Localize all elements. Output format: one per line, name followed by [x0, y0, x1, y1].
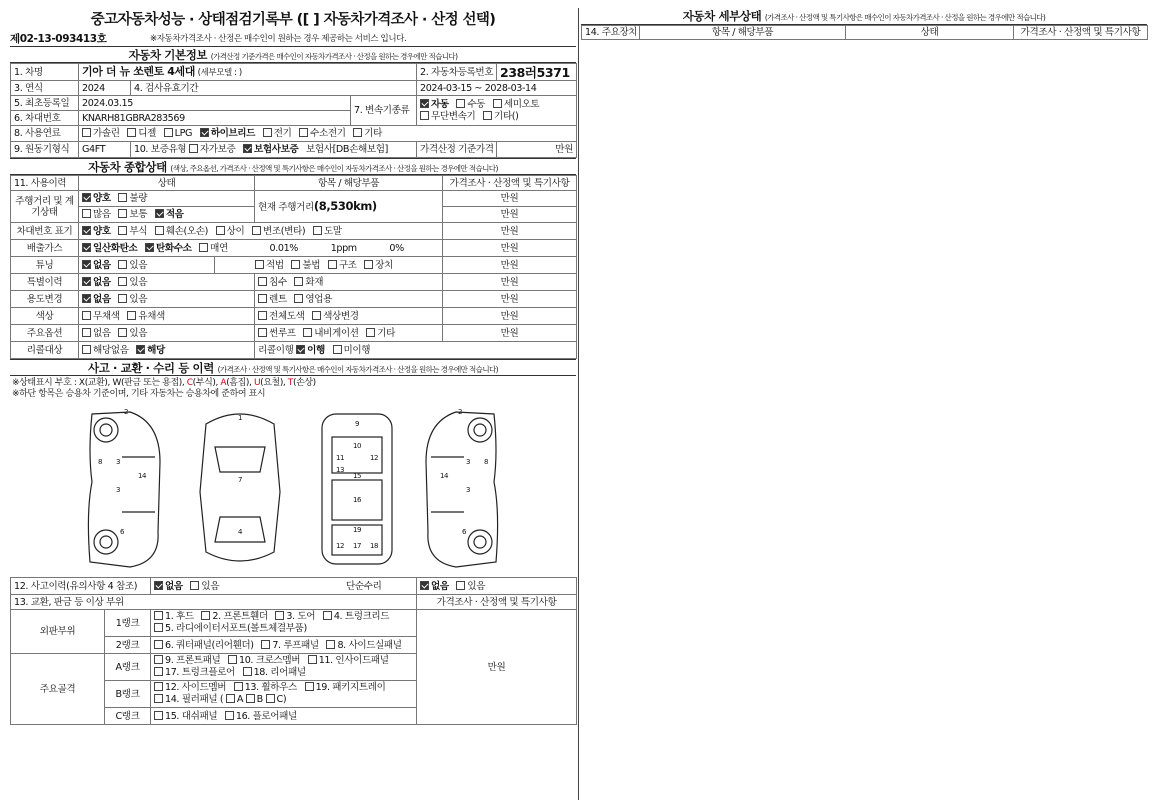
checkbox[interactable]: [333, 345, 342, 354]
diagram-number: 14: [439, 472, 449, 480]
checkbox[interactable]: [154, 682, 163, 691]
checkbox[interactable]: [353, 128, 362, 137]
diagram-number: 7: [237, 476, 243, 484]
price-cell: 만원: [443, 291, 577, 308]
checkbox[interactable]: [82, 128, 91, 137]
checkbox[interactable]: [258, 328, 267, 337]
diagram-number: 15: [352, 472, 362, 480]
checkbox-checked[interactable]: [296, 345, 305, 354]
price-basis-label: 가격산정 기준가격: [417, 142, 497, 158]
basic-info-section-title: 자동차 기본정보 (가격산정 기준가격은 매수인이 자동차가격조사 · 산정을 원하는 경우에만 적습니다): [10, 46, 576, 63]
detail-header-state: 상태: [846, 26, 1014, 40]
price-cell: 만원: [443, 223, 577, 240]
checkbox-checked[interactable]: [243, 144, 252, 153]
rankC-label: C랭크: [105, 708, 151, 725]
checkbox[interactable]: [118, 260, 127, 269]
diagram-number: 6: [119, 528, 125, 536]
document-number: 제02-13-093413호: [10, 33, 107, 45]
checkbox[interactable]: [263, 128, 272, 137]
checkbox[interactable]: [483, 111, 492, 120]
document-title: 중고자동차성능 · 상태점검기록부 ([ ] 자동차가격조사 · 산정 선택): [90, 12, 496, 28]
usage-change-label: 용도변경: [11, 291, 79, 308]
checkbox[interactable]: [154, 711, 163, 720]
options-label: 주요옵션: [11, 325, 79, 342]
diagram-number: 13: [335, 466, 345, 474]
checkbox[interactable]: [294, 277, 303, 286]
summary-table: [10, 175, 577, 359]
checkbox[interactable]: [364, 260, 373, 269]
checkbox-checked[interactable]: [82, 243, 91, 252]
diagram-number: 1: [237, 414, 243, 422]
recall-state: 해당없음 해당: [79, 342, 255, 359]
price-cell: 만원: [443, 240, 577, 257]
inspect-label: 4. 검사유효기간: [131, 81, 417, 96]
checkbox-checked[interactable]: [200, 128, 209, 137]
vin-label: 6. 차대번호: [11, 111, 79, 126]
checkbox[interactable]: [258, 277, 267, 286]
recall-label: 리콜대상: [11, 342, 79, 359]
checkbox[interactable]: [228, 655, 237, 664]
checkbox[interactable]: [118, 294, 127, 303]
checkbox[interactable]: [118, 193, 127, 202]
simple-repair-state: 없음 있음: [417, 578, 577, 595]
motor-value: G4FT: [79, 142, 131, 158]
checkbox[interactable]: [127, 128, 136, 137]
fuel-label: 8. 사용연료: [11, 126, 79, 142]
checkbox[interactable]: [216, 226, 225, 235]
car-name-cell: 기아 더 뉴 쏘렌토 4세대 (세부모델 : ): [79, 64, 417, 81]
detail-section-title: 자동차 세부상태 (가격조사 · 산정액 및 특기사항은 매수인이 자동차가격조사 · 산정을 원하는 경우에만 적습니다): [581, 8, 1147, 25]
document-subheader: [10, 32, 576, 46]
checkbox[interactable]: [326, 640, 335, 649]
accident-table: [10, 577, 577, 725]
year-label: 3. 연식: [11, 81, 79, 96]
checkbox[interactable]: [243, 667, 252, 676]
rank1-parts: 1. 후드 2. 프론트휀더 3. 도어 4. 트렁크리드 5. 라디에이터서포트(볼트체결부품): [151, 610, 417, 637]
checkbox[interactable]: [303, 328, 312, 337]
diagram-number: 10: [352, 442, 362, 450]
checkbox[interactable]: [420, 111, 429, 120]
diagram-number: 12: [335, 542, 345, 550]
diagram-number: 3: [115, 458, 121, 466]
checkbox[interactable]: [82, 328, 91, 337]
accident-history-label: 12. 사고이력(유의사항 4 참조): [11, 578, 151, 595]
checkbox[interactable]: [226, 694, 235, 703]
emission-smoke-value: 0%: [389, 242, 404, 254]
simple-repair-label: 단순수리: [346, 580, 382, 592]
checkbox[interactable]: [323, 611, 332, 620]
accident-history-state: 없음 있음 단순수리: [151, 578, 417, 595]
diagram-number: 8: [97, 458, 103, 466]
checkbox[interactable]: [82, 345, 91, 354]
rank2-label: 2랭크: [105, 637, 151, 654]
usage-change-state: 없음 있음: [79, 291, 255, 308]
right-column: [581, 8, 1147, 800]
checkbox[interactable]: [82, 311, 91, 320]
emission-label: 배출가스: [11, 240, 79, 257]
tuning-parts: 적법 불법 구조 장치: [215, 257, 443, 274]
checkbox[interactable]: [118, 277, 127, 286]
price-cell: 만원: [443, 257, 577, 274]
reg-no-label: 2. 자동차등록번호: [417, 64, 497, 81]
color-label: 색상: [11, 308, 79, 325]
summary-header-item: 11. 사용이력: [11, 176, 79, 191]
diagram-number: 3: [115, 486, 121, 494]
checkbox[interactable]: [154, 655, 163, 664]
detail-table: [581, 25, 1148, 40]
color-parts: 전체도색 색상변경: [255, 308, 443, 325]
status-code-legend: ※상태표시 부호 : X(교환), W(판금 또는 용접), C(부식), A(흠집), U(요철), T(손상) ※하단 항목은 승용차 기준이며, 기타 자동차는 승용차에 준하여 표시: [12, 378, 316, 399]
diagram-number: 16: [352, 496, 362, 504]
checkbox[interactable]: [246, 694, 255, 703]
price-cell: 만원: [443, 274, 577, 291]
checkbox[interactable]: [308, 655, 317, 664]
diagram-number: 6: [461, 528, 467, 536]
main-frame-label: 주요골격: [11, 654, 105, 725]
checkbox[interactable]: [189, 144, 198, 153]
car-diagram-svg: [10, 402, 576, 577]
checkbox[interactable]: [154, 611, 163, 620]
odometer-part: 현재 주행거리(8,530km): [255, 191, 443, 223]
vin-mark-label: 차대번호 표기: [11, 223, 79, 240]
vin-value: KNARH81GBRA283569: [79, 111, 351, 126]
emission-co-value: 0.01%: [269, 242, 299, 254]
checkbox-checked[interactable]: [82, 260, 91, 269]
usage-change-parts: 렌트 영업용: [255, 291, 443, 308]
year-value: 2024: [79, 81, 131, 96]
checkbox[interactable]: [456, 581, 465, 590]
diagram-number: 19: [352, 526, 362, 534]
diagram-number: 12: [369, 454, 379, 462]
checkbox-checked[interactable]: [82, 226, 91, 235]
checkbox-checked[interactable]: [154, 581, 163, 590]
checkbox[interactable]: [127, 311, 136, 320]
price-cell: 만원: [443, 191, 577, 207]
column-divider: [578, 8, 579, 800]
reg-no-value: 238러5371: [497, 64, 577, 81]
rank2-parts: 6. 쿼터패널(리어휀더) 7. 루프패널 8. 사이드실패널: [151, 637, 417, 654]
special-history-label: 특별이력: [11, 274, 79, 291]
recall-parts: 리콜이행 이행 미이행: [255, 342, 577, 359]
diagram-number: 4: [237, 528, 243, 536]
rankB-parts: 12. 사이드멤버 13. 휠하우스 19. 패키지트레이 14. 필러패널 ( A B C): [151, 681, 417, 708]
checkbox[interactable]: [328, 260, 337, 269]
color-state: 무채색 유채색: [79, 308, 255, 325]
checkbox[interactable]: [201, 611, 210, 620]
checkbox[interactable]: [225, 711, 234, 720]
checkbox-checked[interactable]: [82, 294, 91, 303]
summary-header-part: 항목 / 해당부품: [255, 176, 443, 191]
service-notice: ※자동차가격조사 · 산정은 매수인이 원하는 경우 제공하는 서비스 입니다.: [150, 34, 407, 44]
summary-header-price: 가격조사 · 산정액 및 특기사항: [443, 176, 577, 191]
checkbox[interactable]: [313, 226, 322, 235]
car-name-label: 1. 차명: [11, 64, 79, 81]
checkbox-checked[interactable]: [420, 99, 429, 108]
diagram-number: 14: [137, 472, 147, 480]
odometer-state-a: 양호 불량: [79, 191, 255, 207]
rankA-parts: 9. 프론트패널 10. 크로스멤버 11. 인사이드패널 17. 트렁크플로어 18. 리어패널: [151, 654, 417, 681]
diagram-number: 3: [465, 458, 471, 466]
checkbox[interactable]: [155, 226, 164, 235]
options-state: 없음 있음: [79, 325, 255, 342]
basic-info-table: [10, 63, 577, 158]
checkbox[interactable]: [275, 611, 284, 620]
checkbox[interactable]: [118, 226, 127, 235]
inspect-period: 2024-03-15 ~ 2028-03-14: [417, 81, 577, 96]
outer-panel-label: 외판부위: [11, 610, 105, 654]
checkbox[interactable]: [234, 682, 243, 691]
parts-price-header: 가격조사 · 산정액 및 특기사항: [417, 595, 577, 610]
options-parts: 썬루프 내비게이션 기타: [255, 325, 443, 342]
checkbox[interactable]: [261, 640, 270, 649]
motor-label: 9. 원동기형식: [11, 142, 79, 158]
emission-hc-value: 1ppm: [330, 242, 357, 254]
tuning-label: 튜닝: [11, 257, 79, 274]
rank1-label: 1랭크: [105, 610, 151, 637]
warranty-options: 10. 보증유형 자가보증 보험사보증 보험사[DB손해보험]: [131, 142, 417, 158]
checkbox[interactable]: [299, 128, 308, 137]
checkbox[interactable]: [199, 243, 208, 252]
fuel-options: 가솔린 디젤 LPG 하이브리드 전기 수소전기 기타: [79, 126, 577, 142]
emission-state: 일산화탄소 탄화수소 매연 0.01% 1ppm 0%: [79, 240, 443, 257]
tuning-state: 없음 있음: [79, 257, 215, 274]
diagram-number: 3: [465, 486, 471, 494]
checkbox-checked[interactable]: [82, 277, 91, 286]
checkbox[interactable]: [154, 694, 163, 703]
checkbox[interactable]: [305, 682, 314, 691]
special-history-state: 없음 있음: [79, 274, 255, 291]
checkbox[interactable]: [118, 209, 127, 218]
diagram-number: 17: [352, 542, 362, 550]
diagram-number: 8: [483, 458, 489, 466]
trans-label: 7. 변속기종류: [351, 96, 417, 126]
rankC-parts: 15. 대쉬패널 16. 플로어패널: [151, 708, 417, 725]
checkbox[interactable]: [312, 311, 321, 320]
checkbox[interactable]: [366, 328, 375, 337]
rankB-label: B랭크: [105, 681, 151, 708]
trans-options: 자동 수동 세미오토 무단변속기 기타(): [417, 96, 577, 126]
checkbox[interactable]: [154, 640, 163, 649]
checkbox[interactable]: [493, 99, 502, 108]
checkbox[interactable]: [118, 328, 127, 337]
parts-price-cell: 만원: [417, 610, 577, 725]
checkbox[interactable]: [252, 226, 261, 235]
checkbox[interactable]: [266, 694, 275, 703]
diagram-number: 2: [123, 408, 129, 416]
checkbox[interactable]: [456, 99, 465, 108]
parts-label: 13. 교환, 판금 등 이상 부위: [11, 595, 417, 610]
detail-header-part: 항목 / 해당부품: [640, 26, 846, 40]
checkbox[interactable]: [255, 260, 264, 269]
checkbox-checked[interactable]: [420, 581, 429, 590]
checkbox[interactable]: [291, 260, 300, 269]
odometer-label: 주행거리 및 계기상태: [11, 191, 79, 223]
checkbox-checked[interactable]: [136, 345, 145, 354]
rankA-label: A랭크: [105, 654, 151, 681]
checkbox[interactable]: [154, 667, 163, 676]
odometer-state-b: 많음 보통 적음: [79, 207, 255, 223]
checkbox[interactable]: [164, 128, 173, 137]
checkbox-checked[interactable]: [82, 193, 91, 202]
checkbox[interactable]: [294, 294, 303, 303]
detail-header-price: 가격조사 · 산정액 및 특기사항: [1014, 26, 1148, 40]
car-body-diagram: [10, 402, 576, 577]
price-basis-unit: 만원: [497, 142, 577, 158]
vin-mark-state: 양호 부식 훼손(오손) 상이 변조(변타) 도말: [79, 223, 443, 240]
diagram-number: 9: [354, 420, 360, 428]
left-column: [10, 8, 576, 800]
first-reg-label: 5. 최초등록일: [11, 96, 79, 111]
price-cell: 만원: [443, 207, 577, 223]
checkbox[interactable]: [190, 581, 199, 590]
detail-header-item: 14. 주요장치: [582, 26, 640, 40]
checkbox[interactable]: [258, 311, 267, 320]
diagram-number: 2: [457, 408, 463, 416]
checkbox[interactable]: [154, 623, 163, 632]
checkbox[interactable]: [82, 209, 91, 218]
summary-header-state: 상태: [79, 176, 255, 191]
diagram-number: 18: [369, 542, 379, 550]
checkbox[interactable]: [258, 294, 267, 303]
price-cell: 만원: [443, 325, 577, 342]
checkbox-checked[interactable]: [155, 209, 164, 218]
diagram-number: 11: [335, 454, 345, 462]
checkbox-checked[interactable]: [145, 243, 154, 252]
special-history-parts: 침수 화재: [255, 274, 443, 291]
first-reg-value: 2024.03.15: [79, 96, 351, 111]
price-cell: 만원: [443, 308, 577, 325]
summary-section-title: 자동차 종합상태 (색상, 주요옵션, 가격조사 · 산정액 및 특기사항은 매수인이 자동차가격조사 · 산정을 원하는 경우에만 적습니다): [10, 158, 576, 175]
accident-section-title: 사고 · 교환 · 수리 등 이력 (가격조사 · 산정액 및 특기사항은 매수인이 자동차가격조사 · 산정을 원하는 경우에만 적습니다): [10, 359, 576, 376]
